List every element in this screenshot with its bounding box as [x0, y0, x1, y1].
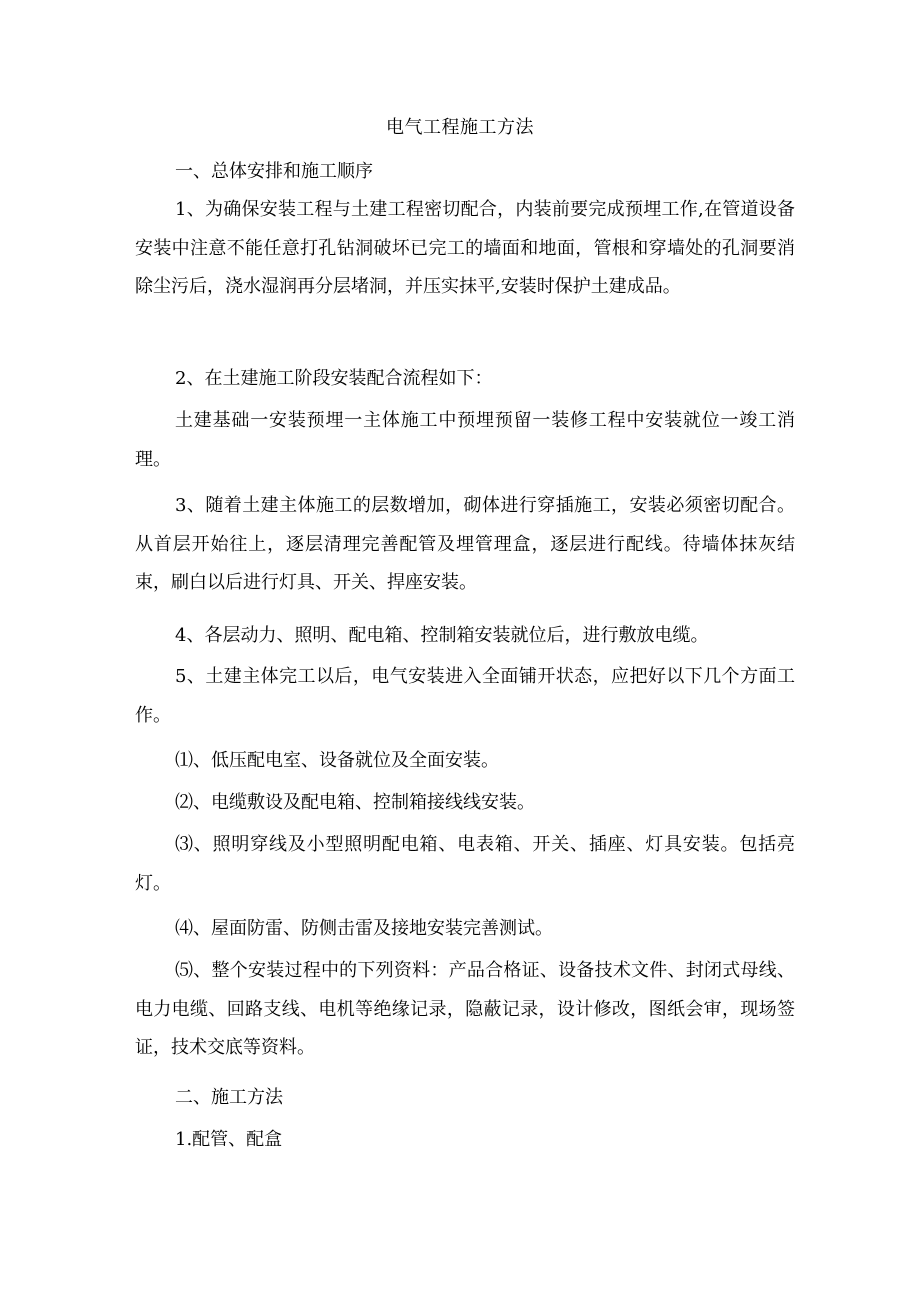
section-heading-2: 二、施工方法 [175, 1087, 283, 1108]
list-item-5: ⑸、整个安装过程中的下列资料：产品合格证、设备技术文件、封闭式母线、电力电缆、回路支线、电机等绝缘记录，隐蔽记录，设计修改，图纸会审，现场签证，技术交底等资料。 [135, 960, 795, 1058]
paragraph-2: 2、在土建施工阶段安装配合流程如下： [175, 368, 493, 389]
list-item-2: ⑵、电缆敷设及配电箱、控制箱接线线安装。 [175, 792, 535, 813]
paragraph-4: 4、各层动力、照明、配电箱、控制箱安装就位后，进行敷放电缆。 [175, 625, 709, 646]
list-item-1: ⑴、低压配电室、设备就位及全面安装。 [175, 750, 499, 771]
paragraph-5: 5、土建主体完工以后，电气安装进入全面铺开状态，应把好以下几个方面工作。 [135, 666, 795, 726]
document-title: 电气工程施工方法 [386, 117, 534, 138]
list-item-3: ⑶、照明穿线及小型照明配电箱、电表箱、开关、插座、灯具安装。包括亮灯。 [135, 834, 795, 894]
paragraph-3: 3、随着土建主体施工的层数增加，砌体进行穿插施工，安装必须密切配合。从首层开始往上，逐层清理完善配管及埋管理盒，逐层进行配线。待墙体抹灰结束，刷白以后进行灯具、开关、捍座安装。 [135, 495, 795, 593]
subsection-heading-1: 1.配管、配盒 [175, 1129, 283, 1150]
paragraph-flow: 土建基础一安装预埋一主体施工中预埋预留一装修工程中安装就位一竣工消理。 [135, 410, 795, 470]
paragraph-1: 1、为确保安装工程与土建工程密切配合，内装前要完成预埋工作,在管道设备安装中注意不能任意打孔钻洞破坏已完工的墙面和地面，管根和穿墙处的孔洞要消除尘污后，浇水湿润再分层堵洞，并压实抹平,安装时保护土建成品。 [135, 199, 795, 297]
list-item-4: ⑷、屋面防雷、防侧击雷及接地安装完善测试。 [175, 918, 553, 939]
section-heading-1: 一、总体安排和施工顺序 [175, 161, 373, 182]
